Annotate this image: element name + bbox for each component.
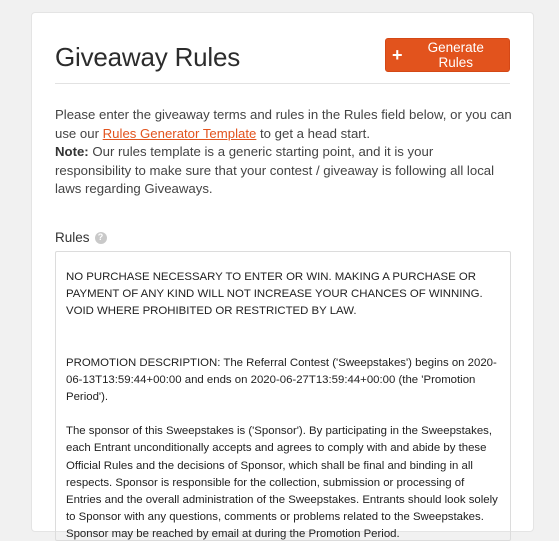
intro-text-after-link: to get a head start. [256, 125, 370, 141]
rules-textarea[interactable] [55, 251, 511, 541]
rules-paragraph-purchase: NO PURCHASE NECESSARY TO ENTER OR WIN. MAKING A PURCHASE OR PAYMENT OF ANY KIND WILL NOT INCREASE YOUR CHANCES OF WINNING. VOID WHERE PROHIBITED OR RESTRICTED BY LAW. [66, 271, 483, 318]
note-paragraph [55, 143, 513, 199]
card-header [55, 37, 510, 84]
generate-rules-label: Generate Rules [427, 40, 484, 70]
note-label: Note: [55, 144, 89, 159]
generate-rules-button[interactable] [385, 38, 510, 72]
rules-generator-template-link[interactable]: Rules Generator Template [102, 125, 257, 141]
page-title: Giveaway Rules [55, 42, 241, 72]
rules-paragraph-promotion: PROMOTION DESCRIPTION: The Referral Contest ('Sweepstakes') begins on 2020-06-13T13:59:44+00:00 and ends on 2020-06-27T13:59:44+00:00 (the 'Promotion Period'). [66, 356, 497, 404]
rules-label-text: Rules [55, 230, 90, 245]
giveaway-rules-card [31, 12, 534, 541]
intro-text-before-link: Please enter the giveaway terms and rules in the Rules field below, or you can use our [55, 107, 512, 141]
rules-paragraph-sponsor: The sponsor of this Sweepstakes is ('Sponsor'). By participating in the Sweepstakes, each Entrant unconditionally accepts and agrees to comply with and abide by these Official Rules and the decisions of Sponsor, which shall be final and binding in all respects. Sponsor is responsible for the collection, submission or processing of Entries and the overall administration of the Sweepstakes. Entrants should look solely to Sponsor with any questions, comments or problems related to the Sweepstakes. Sponsor may be reached by email at during the Promotion Period. [66, 425, 498, 541]
rules-field-label [55, 230, 107, 245]
intro-paragraph [55, 106, 513, 143]
note-text: Our rules template is a generic starting point, and it is your responsibility to make sure that your contest / giveaway is following all local laws regarding Giveaways. [55, 144, 495, 196]
plus-icon: + [392, 44, 403, 65]
intro-text [55, 106, 513, 199]
question-icon[interactable]: ? [95, 232, 107, 244]
